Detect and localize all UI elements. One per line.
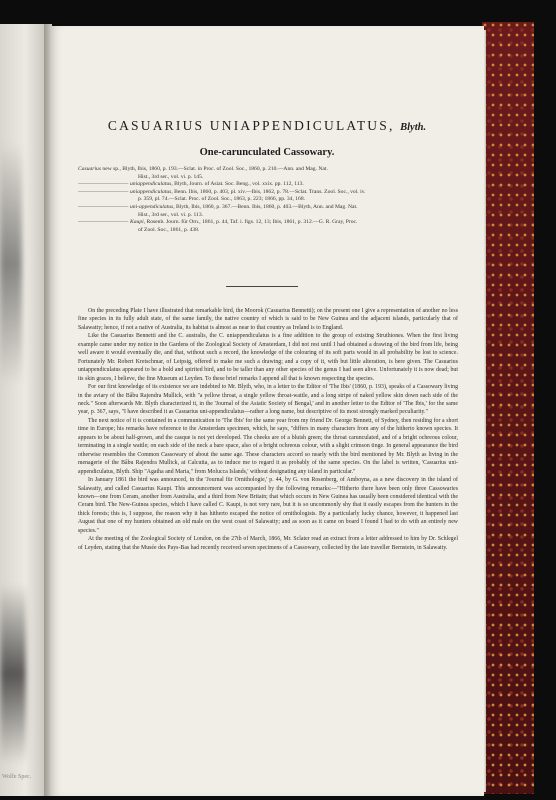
synonym-reference: Blyth, Journ. of Asiat. Soc. Beng., vol. xxix. pp. 112, 113.: [172, 181, 304, 188]
left-page-shadow: [0, 584, 26, 764]
synonymy-entry: [78, 166, 458, 181]
species-name: CASUARIUS UNIAPPENDICULATUS,: [107, 118, 395, 133]
left-page: [0, 24, 46, 796]
body-text: [78, 307, 458, 552]
synonym-name: uniappendiculatus,: [130, 181, 173, 188]
section-divider: [226, 286, 298, 287]
synonymy-list: [78, 166, 458, 234]
left-page-corner-mark: Wolfe Spec.: [2, 774, 32, 780]
book-page: [50, 26, 484, 796]
synonym-reference: Benn. Ibis, 1860, p. 403, pl. xiv.—Ibis, 1862, p. 78.—Sclat. Trans. Zool. Soc., vol. iv.: [172, 188, 366, 195]
marbled-cover: [482, 22, 534, 794]
synonym-reference: new sp., Blyth, Ibis, 1860, p. 193.—Sclat. in Proc. of Zool. Soc., 1860, p. 210.—Ann. and Mag. Nat.: [101, 166, 328, 172]
paragraph: For our first knowledge of its existence we are indebted to Mr. Blyth, who, in a letter to the Editor of 'The Ibis' (1860, p. 193), speaks of a Cassowary living in the aviary of the Bâbu Rajendra Mullick, with "a yellow throat, a single yellow throat-wattle, and a long stripe of naked yellow skin down each side of the neck." Soon afterwards Mr. Blyth characterized it, in the 'Journal of the Asiatic Society of Bengal,' and in another letter to the Editor of 'The Ibis,' for the same year, p. 367, says, "I have described it as Casuarius uni-appendiculatus—rather a long name, but descriptive of its most strongly marked peculiarity.": [78, 384, 458, 416]
synonym-reference-cont: of Zool. Soc., 1861, p. 438.: [138, 226, 200, 233]
left-page-shadow: [0, 144, 22, 384]
synonym-name: Casuarius: [78, 166, 102, 172]
paragraph: Like the Casuarius Bennetti and the C. australis, the C. uniappendiculatus is a fine addition to the group of existing Struthiones. When the first living example came under my notice in the Gardens of the Zoological Society of Amsterdam, I did not rest until I had obtained a drawing of the bird from life, being well aware it would eventually die, and that, without such a record, the knowledge of the colouring of its soft parts would in all probability be lost to science. Fortunately Mr. Robert Kretschmar, of Leipsig, offered to make me such a drawing; and a copy of it, with but little alteration, is here given. The Casuarius uniappendiculatus appeared to be a bold and spirited bird, and to be taller than any other species of the genus I had seen alive. Unfortunately it is now dead; but its skin graces, I believe, the fine Museum at Leyden. To these brief remarks I append all that is known respecting the species.: [78, 333, 458, 382]
page-title: [50, 118, 484, 134]
paragraph: In January 1861 the bird was announced, in the 'Journal für Ornithologie,' p. 44, by G. von Rosenberg, of Amboyna, as a new discovery in the island of Salawatty, and called Casuarius Kaupi. This announcement was accompanied by the following remarks:—"Hitherto there have been only three Cassowaries known—one from Ceram, another from Australia, and a third from New Britain; that which occurs in New Guinea has usually been considered identical with the Ceram bird. The New-Guinea species, which I have called C. Kaupi, is not very rare, but it is so uncommonly shy that it easily escapes from the hunters in the thick forests; this is, I suppose, the reason why it has hitherto escaped the notice of ornithologists. By a particularly lucky chance, however, it happened last August that one of my hunters obtained an old male on the west coast of Salawatty; and as soon as it came on board I found I had to do with an entirely new species.": [78, 477, 458, 534]
synonym-reference-cont: Hist., 3rd ser., vol. vi. p. 145.: [138, 173, 204, 180]
paragraph: The next notice of it is contained in a communication to 'The Ibis' for the same year from my friend Dr. George Bennett, of Sydney, then residing for a short time in Europe; his remarks have reference to the Amsterdam specimen, which, he says, "differs in many characters from any of the hitherto known species. It appears to be about half-grown, and the casque is not yet developed. The cheeks are of a bluish green; the throat carunculated, and of a bright ochreous colour, terminating in a single wattle; on each side of the neck a bare space, also of a bright ochreous colour, with a slight crimson tinge. In general appearance the bird otherwise resembles the Common Cassowary of about the same age. These characters accord so nearly with the bird mentioned by Mr. Blyth as living in the menagerie of the Bâbu Rajendra Mullick, at Calcutta, as to induce me to regard it as probably of the same species. On the label is written, 'Casuarius uni-appendiculatus, Blyth. Ship "Agatha and Maria," from Molucca Islands,' without designating any island in particular.": [78, 417, 458, 475]
synonym-name: uniappendiculatus,: [130, 188, 173, 195]
common-name: One-carunculated Cassowary.: [199, 147, 335, 158]
synonymy-entry: ――――――――― Kaupi, Rosenb. Journ. für Orn., 1861, p. 44, Taf. i. figs. 12, 13; Ibis, 1861, p. 312.—G. R. Gray, Proc. of Zool. Soc., 1861, p. 438.: [78, 219, 458, 234]
synonymy-entry: ――――――――― uniappendiculatus, Blyth, Journ. of Asiat. Soc. Beng., vol. xxix. pp. 112, 113.: [78, 181, 304, 188]
synonym-name: uni-appendiculatus,: [130, 203, 175, 210]
synonymy-entry: ――――――――― uniappendiculatus, Benn. Ibis, 1860, p. 403, pl. xiv.—Ibis, 1862, p. 78.—Sclat. Trans. Zool. Soc., vol. iv. p. 359, pl. 74.—Sclat. Proc. of Zool. Soc., 1863, p. 223; 1866, pp. 34, 168.: [78, 189, 458, 204]
synonym-reference-cont: Hist., 3rd ser., vol. vi. p. 113.: [138, 211, 204, 218]
paragraph: On the preceding Plate I have illustrated that remarkable bird, the Moorok (Casuarius Bennetti); on the present one I give a representation of another no less fine species in its fully adult state, of the same family, the native country of which is said to be New Guinea and the adjacent islands, particularly that of Salawatty; hence, if not a native of Australia, its habitat is almost as near to that country as Ireland is to England.: [78, 308, 458, 331]
synonymy-entry: ――――――――― uni-appendiculatus, Blyth, Ibis, 1860, p. 367.—Benn. Ibis, 1860, p. 403.—Blyth, Ann. and Mag. Nat. Hist., 3rd ser., vol. vi. p. 113.: [78, 204, 458, 219]
synonym-reference: Blyth, Ibis, 1860, p. 367.—Benn. Ibis, 1860, p. 403.—Blyth, Ann. and Mag. Nat.: [174, 203, 358, 210]
paragraph: At the meeting of the Zoological Society of London, on the 27th of March, 1866, Mr. Sclater read an extract from a letter addressed to him by Dr. Schlegel of Leyden, stating that the Musée des Pays-Bas had recently received seven specimens of a Cassowary, collected by the late traveller Bernstein, in Salawatty.: [78, 536, 458, 551]
species-author: Blyth.: [400, 122, 427, 133]
synonym-reference: Rosenb. Journ. für Orn., 1861, p. 44, Taf. i. figs. 12, 13; Ibis, 1861, p. 312.—G. R. Gray, Proc.: [145, 219, 358, 226]
synonym-reference-cont: p. 359, pl. 74.—Sclat. Proc. of Zool. Soc., 1863, p. 223; 1866, pp. 34, 168.: [138, 196, 306, 203]
synonym-name: Kaupi,: [130, 219, 146, 226]
